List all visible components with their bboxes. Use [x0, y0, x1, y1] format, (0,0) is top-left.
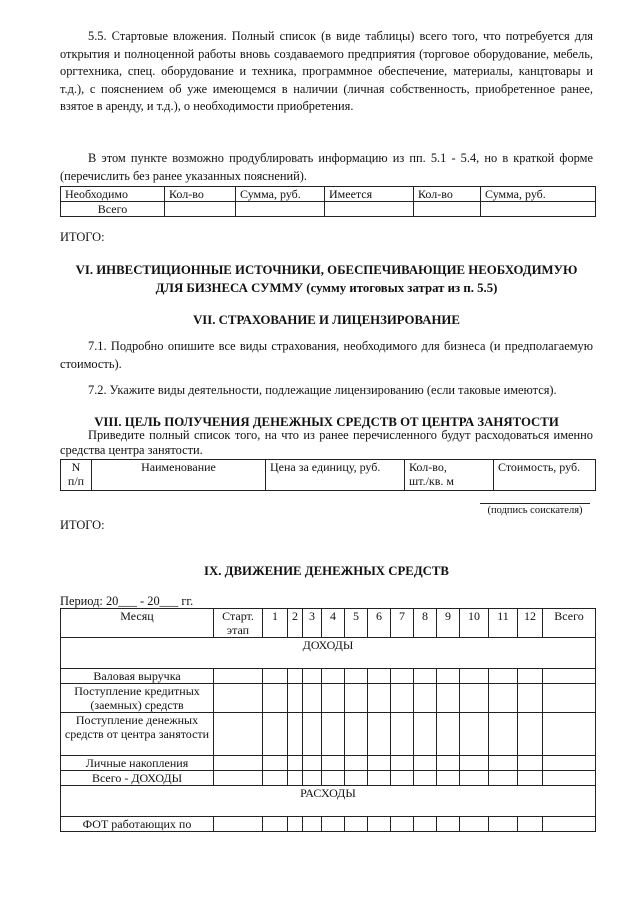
header-cell: Необходимо	[61, 187, 165, 202]
table-cell	[391, 771, 414, 786]
table-cell	[518, 771, 543, 786]
table-cell	[518, 669, 543, 684]
table-cell	[345, 684, 368, 713]
table-cell	[288, 771, 303, 786]
col-cost: Стоимость, руб.	[494, 460, 596, 491]
section-7-2-paragraph: 7.2. Укажите виды деятельности, подлежащие лицензированию (если таковые имеются).	[88, 383, 557, 397]
table-cell	[518, 684, 543, 713]
table-cell	[414, 756, 437, 771]
table-cell	[414, 684, 437, 713]
table-cell	[288, 817, 303, 832]
col-name: Наименование	[92, 460, 266, 491]
table-cell	[214, 817, 263, 832]
table-cell	[414, 817, 437, 832]
month-6: 6	[368, 609, 391, 638]
table-cell	[303, 817, 322, 832]
table-cell	[489, 713, 518, 756]
table-cell	[414, 202, 481, 217]
table-cell	[214, 756, 263, 771]
table-cell	[368, 771, 391, 786]
table-cell	[437, 684, 460, 713]
section-6-title-line1: VI. ИНВЕСТИЦИОННЫЕ ИСТОЧНИКИ, ОБЕСПЕЧИВАЮЩИЕ НЕОБХОДИМУЮ	[75, 263, 578, 277]
table-cell	[368, 756, 391, 771]
month-1: 1	[263, 609, 288, 638]
header-cell: Сумма, руб.	[236, 187, 325, 202]
table-cell	[288, 669, 303, 684]
table-cell	[214, 669, 263, 684]
table-cell	[489, 771, 518, 786]
table-cell	[345, 817, 368, 832]
table-cell	[414, 771, 437, 786]
period-label: Период: 20___ - 20___ гг.	[60, 594, 194, 608]
header-cell: Имеется	[325, 187, 414, 202]
header-cell: Сумма, руб.	[481, 187, 596, 202]
table-cell	[391, 684, 414, 713]
table-row	[61, 638, 596, 669]
table-cell	[263, 713, 288, 756]
row-label: Валовая выручка	[61, 669, 214, 684]
table-cell	[518, 756, 543, 771]
col-start	[214, 609, 263, 638]
month-3: 3	[303, 609, 322, 638]
table-cell	[288, 713, 303, 756]
table-cell	[460, 817, 489, 832]
table-cell	[414, 713, 437, 756]
header-cell: Кол-во	[414, 187, 481, 202]
table-cell	[303, 713, 322, 756]
section-7-1-paragraph: 7.1. Подробно опишите все виды страхования, необходимого для бизнеса (и предполагаемую стоимость).	[60, 339, 593, 371]
section-9-title: IX. ДВИЖЕНИЕ ДЕНЕЖНЫХ СРЕДСТВ	[204, 564, 449, 578]
start-investments-table	[60, 186, 596, 217]
table-cell	[322, 669, 345, 684]
month-11: 11	[489, 609, 518, 638]
table-cell	[322, 771, 345, 786]
table-cell	[263, 756, 288, 771]
total-label: Всего	[61, 202, 165, 217]
table-cell	[345, 771, 368, 786]
header-cell: Кол-во	[165, 187, 236, 202]
row-label: Поступление денежных средств от центра занятости	[61, 713, 214, 756]
table-row	[61, 669, 596, 684]
table-cell	[322, 756, 345, 771]
table-cell	[322, 817, 345, 832]
col-number-line2: п/п	[67, 474, 85, 488]
table-cell	[214, 684, 263, 713]
month-12: 12	[518, 609, 543, 638]
table-row	[61, 756, 596, 771]
row-label: Всего - ДОХОДЫ	[61, 771, 214, 786]
table-cell	[489, 817, 518, 832]
month-2: 2	[288, 609, 303, 638]
table-cell	[460, 771, 489, 786]
table-cell	[460, 684, 489, 713]
table-cell	[322, 713, 345, 756]
table-cell	[303, 756, 322, 771]
section-7-title: VII. СТРАХОВАНИЕ И ЛИЦЕНЗИРОВАНИЕ	[193, 313, 460, 327]
month-5: 5	[345, 609, 368, 638]
row-label: Личные накопления	[61, 756, 214, 771]
table-cell	[236, 202, 325, 217]
table-cell	[368, 713, 391, 756]
col-start-line2: этап	[226, 623, 250, 637]
month-9: 9	[437, 609, 460, 638]
table-cell	[543, 771, 596, 786]
table-cell	[437, 713, 460, 756]
table-cell	[460, 713, 489, 756]
section-6-title-line2: ДЛЯ БИЗНЕСА СУММУ (сумму итоговых затрат из п. 5.5)	[155, 281, 498, 295]
table-cell	[368, 684, 391, 713]
signature-caption: (подпись соискателя)	[480, 503, 590, 516]
table-row	[61, 713, 596, 756]
cash-flow-table	[60, 608, 596, 832]
table-row	[61, 684, 596, 713]
table-cell	[345, 756, 368, 771]
itogo-label: ИТОГО:	[60, 230, 105, 244]
table-cell	[481, 202, 596, 217]
table-cell	[543, 756, 596, 771]
table-cell	[414, 669, 437, 684]
row-label: ФОТ работающих по	[61, 817, 214, 832]
itogo-label: ИТОГО:	[60, 518, 105, 532]
month-7: 7	[391, 609, 414, 638]
section-5-5-paragraph: 5.5. Стартовые вложения. Полный список (в виде таблицы) всего того, что потребуется для открытия и полноценной работы вновь создаваемого предприятия (торговое оборудование, мебель, оргтехника, спец. оборудование и техника, программное обеспечение, материалы, канцтовары и т.д.), с пояснением об уже имеющемся в наличии (личная собственность, приобретенное ранее, взятое в аренду, и т.д.), о необходимости приобретения.	[60, 29, 593, 113]
table-cell	[489, 756, 518, 771]
table-cell	[263, 669, 288, 684]
table-cell	[543, 684, 596, 713]
table-cell	[518, 817, 543, 832]
table-cell	[322, 684, 345, 713]
table-cell	[543, 713, 596, 756]
table-cell	[391, 756, 414, 771]
table-cell	[518, 713, 543, 756]
table-cell	[391, 713, 414, 756]
table-row	[61, 771, 596, 786]
month-8: 8	[414, 609, 437, 638]
table-cell	[165, 202, 236, 217]
table-cell	[437, 771, 460, 786]
table-cell	[391, 817, 414, 832]
table-cell	[489, 669, 518, 684]
col-start-line1: Старт.	[222, 609, 254, 623]
col-qty	[405, 460, 494, 491]
table-cell	[489, 684, 518, 713]
section-5-5-note: В этом пункте возможно продублировать информацию из пп. 5.1 - 5.4, но в краткой форме (перечислить без ранее указанных пояснений).	[60, 151, 593, 183]
table-cell	[543, 817, 596, 832]
table-cell	[460, 756, 489, 771]
table-row	[61, 609, 596, 638]
col-price: Цена за единицу, руб.	[266, 460, 405, 491]
col-number-line1: N	[71, 460, 81, 474]
table-cell	[303, 684, 322, 713]
col-qty-line2: шт./кв. м	[409, 474, 455, 488]
table-cell	[460, 669, 489, 684]
col-number	[61, 460, 92, 491]
table-cell	[303, 771, 322, 786]
table-cell	[437, 817, 460, 832]
section-8-paragraph: Приведите полный список того, на что из ранее перечисленного будут расходоваться именно средства центра занятости.	[60, 428, 593, 457]
table-cell	[345, 669, 368, 684]
table-cell	[437, 756, 460, 771]
table-cell	[214, 713, 263, 756]
table-cell	[437, 669, 460, 684]
table-cell	[288, 756, 303, 771]
table-cell	[214, 771, 263, 786]
table-row	[61, 460, 596, 491]
table-cell	[543, 669, 596, 684]
row-label: Поступление кредитных (заемных) средств	[61, 684, 214, 713]
table-row	[61, 817, 596, 832]
employment-center-funds-table	[60, 459, 596, 491]
expense-section-header: РАСХОДЫ	[61, 786, 596, 817]
table-cell	[303, 669, 322, 684]
col-month: Месяц	[61, 609, 214, 638]
section-8-title: VIII. ЦЕЛЬ ПОЛУЧЕНИЯ ДЕНЕЖНЫХ СРЕДСТВ ОТ ЦЕНТРА ЗАНЯТОСТИ	[94, 415, 559, 429]
table-cell	[368, 817, 391, 832]
table-cell	[263, 684, 288, 713]
table-cell	[368, 669, 391, 684]
table-cell	[391, 669, 414, 684]
table-cell	[288, 684, 303, 713]
table-row	[61, 202, 596, 217]
table-cell	[325, 202, 414, 217]
col-qty-line1: Кол-во,	[409, 460, 447, 474]
table-row	[61, 187, 596, 202]
table-cell	[263, 771, 288, 786]
table-row	[61, 786, 596, 817]
col-total: Всего	[543, 609, 596, 638]
month-4: 4	[322, 609, 345, 638]
income-section-header: ДОХОДЫ	[61, 638, 596, 669]
month-10: 10	[460, 609, 489, 638]
table-cell	[263, 817, 288, 832]
table-cell	[345, 713, 368, 756]
